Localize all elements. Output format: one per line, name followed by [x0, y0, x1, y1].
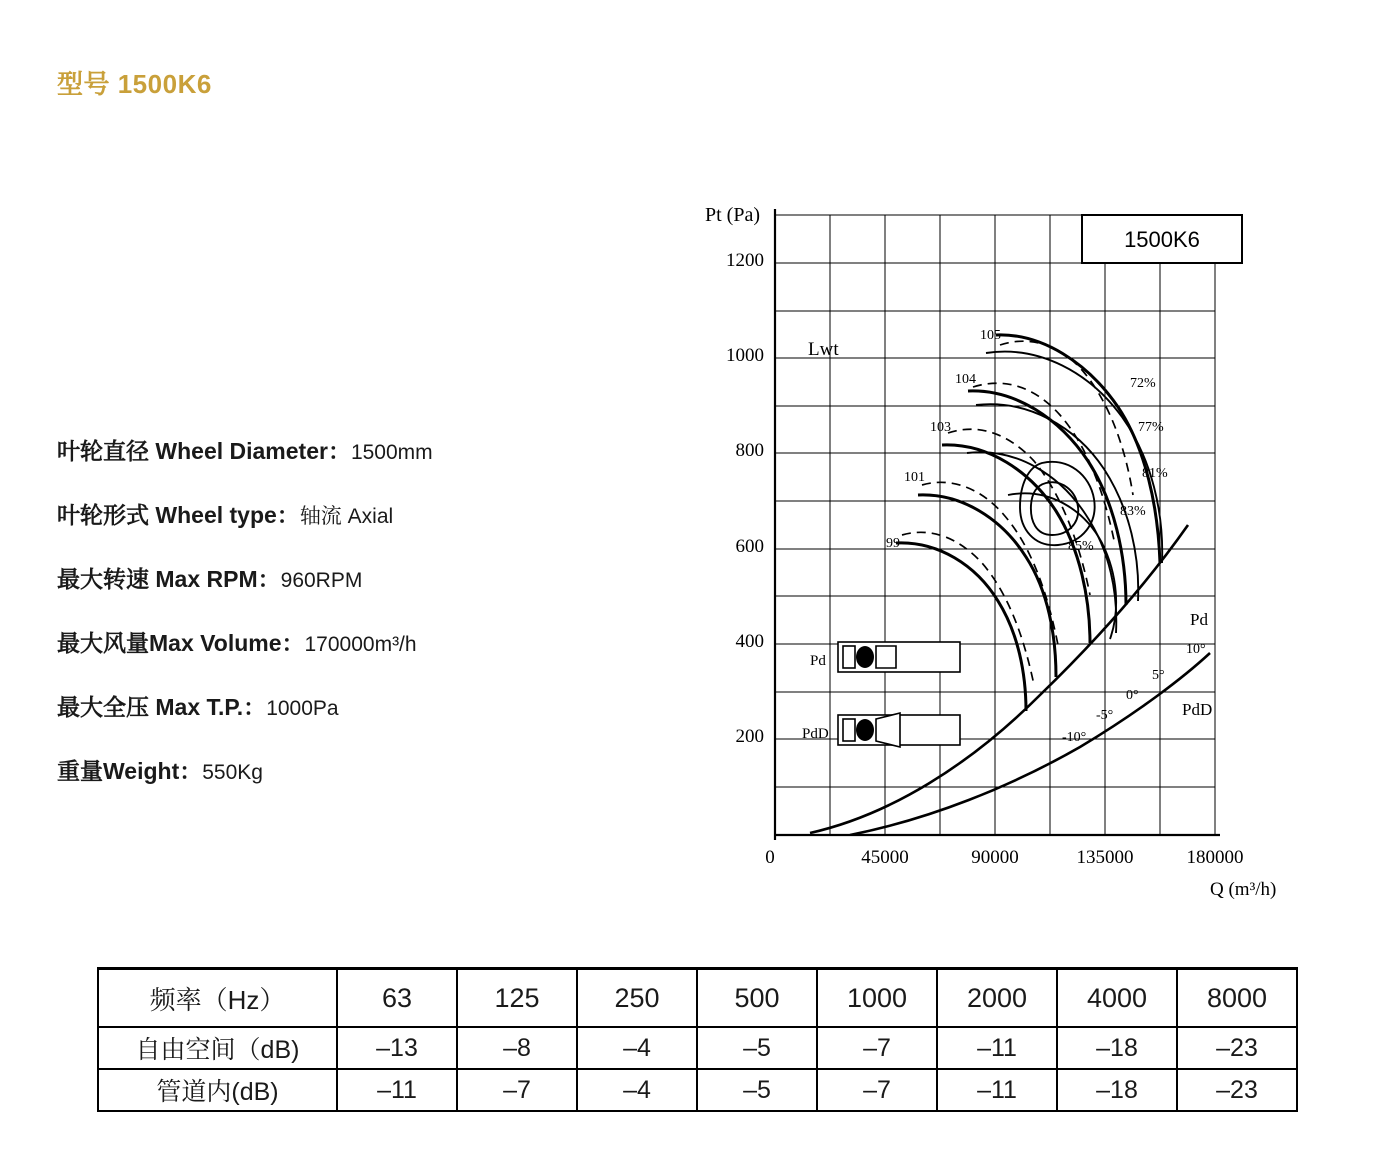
chart-legend-box [1082, 215, 1242, 263]
spec-row-max-rpm [57, 568, 657, 591]
spec-label: 最大全压 Max T.P.： [57, 694, 267, 720]
spec-value: 1500mm [350, 441, 433, 464]
table-cell: –4 [577, 1027, 697, 1069]
spec-row-wheel-type [57, 504, 657, 527]
lwt-curve-103 [948, 429, 1090, 595]
table-cell: –11 [337, 1069, 457, 1111]
table-cell: –23 [1177, 1027, 1297, 1069]
x-axis-title: Q (m³/h) [1210, 879, 1277, 900]
eff-label-83: 83% [1120, 504, 1146, 519]
spec-label: 叶轮直径 Wheel Diameter： [57, 438, 351, 464]
spec-row-max-volume [57, 632, 657, 655]
angle-label-10: 10° [1186, 642, 1206, 657]
x-tick-label: 45000 [861, 847, 909, 868]
x-tick-label: 0 [765, 847, 775, 868]
y-tick-label: 1200 [726, 250, 764, 271]
series-label-pdd: PdD [1182, 700, 1213, 719]
lwt-label-103: 103 [930, 420, 951, 435]
spec-value: 170000m³/h [304, 633, 417, 656]
angle-label-0: 0° [1126, 688, 1139, 703]
table-row [98, 1069, 1297, 1111]
spec-row-max-total-pressure [57, 696, 657, 719]
eff-label-72: 72% [1130, 376, 1156, 391]
table-cell: –4 [577, 1069, 697, 1111]
table-cell: –11 [937, 1027, 1057, 1069]
table-header-cell: 1000 [817, 969, 937, 1028]
eff-curve-77 [976, 404, 1138, 601]
y-tick-label: 200 [735, 726, 764, 747]
y-tick-label: 800 [735, 440, 764, 461]
table-cell: –7 [817, 1069, 937, 1111]
chart-y-tick-labels [726, 250, 764, 747]
lwt-label-99: 99 [886, 536, 900, 551]
x-tick-label: 90000 [971, 847, 1019, 868]
curve-n10deg [896, 543, 1026, 711]
table-header-cell: 250 [577, 969, 697, 1028]
table-header-cell: 2000 [937, 969, 1057, 1028]
performance-chart [690, 195, 1290, 905]
table-cell: –7 [817, 1027, 937, 1069]
table-row-label: 自由空间（dB) [98, 1027, 337, 1069]
eff-curve-83 [1008, 493, 1116, 639]
table-row-label: 管道内(dB) [98, 1069, 337, 1111]
spec-label: 叶轮形式 Wheel type： [57, 502, 300, 528]
table-header-cell: 125 [457, 969, 577, 1028]
table-cell: –23 [1177, 1069, 1297, 1111]
series-label-pd: Pd [1190, 610, 1208, 629]
specification-list [57, 440, 657, 824]
x-tick-label: 180000 [1186, 847, 1244, 868]
table-header-label: 频率（Hz） [98, 969, 337, 1028]
table-cell: –18 [1057, 1027, 1177, 1069]
lwt-label-105: 105 [980, 328, 1001, 343]
angle-label-neg5: -5° [1096, 708, 1114, 723]
inset-label-pdd: PdD [802, 726, 829, 742]
x-tick-label: 135000 [1076, 847, 1134, 868]
system-curves [810, 525, 1213, 835]
inset-fan-diagrams [802, 642, 960, 747]
table-cell: –8 [457, 1027, 577, 1069]
legend-model-label: 1500K6 [1124, 227, 1200, 252]
y-tick-label: 600 [735, 536, 764, 557]
y-tick-label: 1000 [726, 345, 764, 366]
angle-label-5: 5° [1152, 668, 1165, 683]
table-header-row [98, 969, 1297, 1028]
spec-value: 1000Pa [266, 697, 339, 720]
spec-label: 最大转速 Max RPM： [57, 566, 281, 592]
lwt-label-104: 104 [955, 372, 976, 387]
table-cell: –5 [697, 1069, 817, 1111]
spec-label: 重量Weight： [57, 758, 203, 784]
lwt-curve-101 [922, 482, 1058, 645]
table-cell: –11 [937, 1069, 1057, 1111]
table-header-cell: 4000 [1057, 969, 1177, 1028]
table-cell: –13 [337, 1027, 457, 1069]
spec-value: 轴流 Axial [299, 505, 394, 528]
lwt-label-101: 101 [904, 470, 925, 485]
table-header-cell: 63 [337, 969, 457, 1028]
table-cell: –5 [697, 1027, 817, 1069]
y-tick-label: 400 [735, 631, 764, 652]
spec-value: 960RPM [280, 569, 363, 592]
spec-label: 最大风量Max Volume： [57, 630, 305, 656]
noise-correction-table [97, 967, 1298, 1112]
eff-label-81: 81% [1142, 466, 1168, 481]
y-axis-title: Pt (Pa) [705, 204, 760, 226]
table-header-cell: 8000 [1177, 969, 1297, 1028]
spec-row-wheel-diameter [57, 440, 657, 463]
angle-label-neg10: -10° [1062, 730, 1087, 745]
inset-label-pd: Pd [810, 653, 826, 669]
eff-label-85: 85% [1068, 539, 1094, 554]
spec-row-weight [57, 760, 657, 783]
chart-x-tick-labels [765, 847, 1243, 868]
table-cell: –7 [457, 1069, 577, 1111]
eff-label-77: 77% [1138, 420, 1164, 435]
page-title: 型号 1500K6 [57, 69, 212, 99]
spec-value: 550Kg [202, 761, 263, 784]
table-header-cell: 500 [697, 969, 817, 1028]
lwt-group-label: Lwt [808, 339, 839, 360]
table-row [98, 1027, 1297, 1069]
table-cell: –18 [1057, 1069, 1177, 1111]
